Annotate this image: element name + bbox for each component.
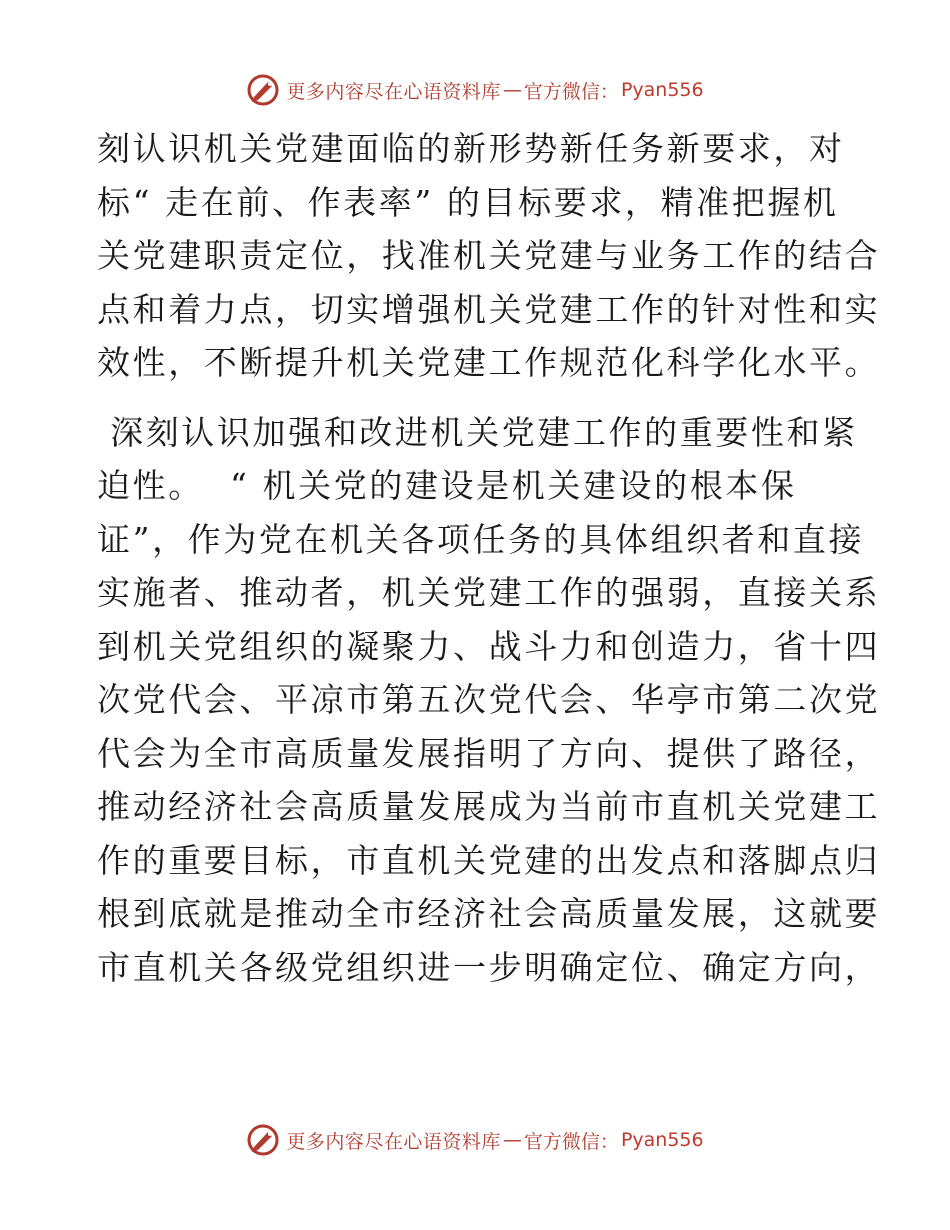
watermark-dash: — xyxy=(502,1129,522,1151)
pen-nib-circle-icon xyxy=(246,73,280,107)
text-line: 标“ 走在前、作表率” 的目标要求，精准把握机 xyxy=(97,182,839,222)
text-line: 迫性。 “ 机关党的建设是机关建设的根本保 xyxy=(97,466,797,505)
text-line: 根到底就是推动全市经济社会高质量发展，这就要 xyxy=(97,894,881,933)
watermark-banner-top xyxy=(0,70,950,110)
text-line: 深刻认识加强和改进机关党建工作的重要性和紧 xyxy=(97,412,858,452)
pen-nib-circle-icon xyxy=(246,1123,280,1157)
watermark-banner-bottom xyxy=(0,1120,950,1160)
watermark-dash: — xyxy=(502,79,522,101)
text-line: 点和着力点，切实增强机关党建工作的针对性和实 xyxy=(97,289,881,329)
text-line: 刻认识机关党建面临的新形势新任务新要求，对 xyxy=(97,129,845,168)
text-line: 效性，不断提升机关党建工作规范化科学化水平。 xyxy=(97,343,881,382)
watermark-account-id: Pyan556 xyxy=(620,79,704,101)
paragraph-1 xyxy=(97,122,881,390)
text-line: 证”，作为党在机关各项任务的具体组织者和直接 xyxy=(97,519,865,559)
text-line: 关党建职责定位，找准机关党建与业务工作的结合 xyxy=(97,236,881,275)
paragraph-2 xyxy=(97,406,881,995)
watermark-main-text: 更多内容尽在心语资料库 xyxy=(286,80,501,103)
watermark-main-text: 更多内容尽在心语资料库 xyxy=(286,1130,501,1153)
text-line: 作的重要目标，市直机关党建的出发点和落脚点归 xyxy=(97,840,881,880)
watermark-official-label: 官方微信： xyxy=(523,80,619,103)
watermark-official-label: 官方微信： xyxy=(523,1130,619,1153)
text-line: 到机关党组织的凝聚力、战斗力和创造力，省十四 xyxy=(97,626,881,666)
text-line: 市直机关各级党组织进一步明确定位、确定方向， xyxy=(97,947,881,987)
watermark-account-id: Pyan556 xyxy=(620,1129,704,1151)
text-line: 推动经济社会高质量发展成为当前市直机关党建工 xyxy=(97,787,881,826)
text-line: 次党代会、平凉市第五次党代会、华亭市第二次党 xyxy=(97,680,881,719)
text-line: 代会为全市高质量发展指明了方向、提供了路径， xyxy=(97,733,881,773)
document-body xyxy=(97,122,881,994)
text-line: 实施者、推动者，机关党建工作的强弱，直接关系 xyxy=(97,573,881,612)
